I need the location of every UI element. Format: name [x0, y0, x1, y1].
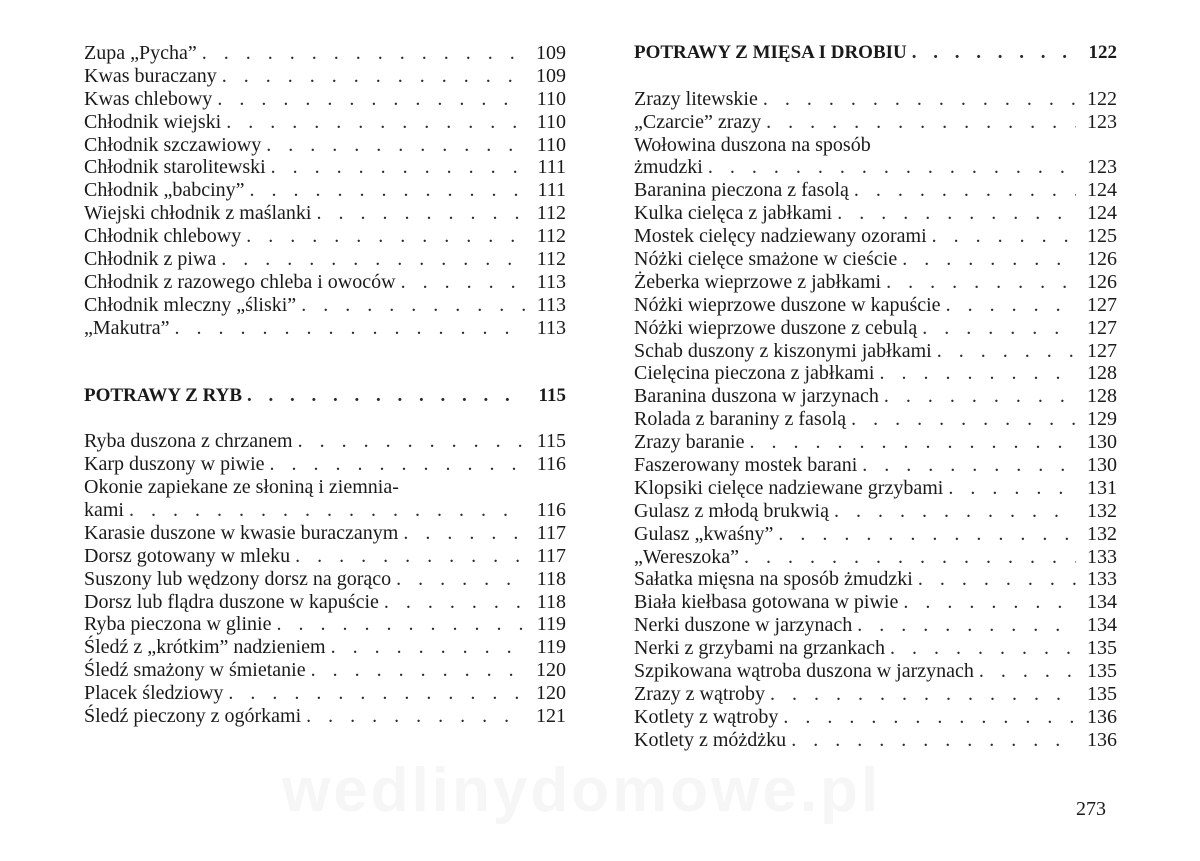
toc-entry-page: 113	[536, 293, 566, 316]
toc-entry-title: Żeberka wieprzowe z jabłkami	[634, 270, 882, 293]
toc-entry-page: 120	[536, 659, 566, 682]
toc-entry-title: Suszony lub wędzony dorsz na gorąco	[84, 567, 392, 590]
dot-leader	[276, 613, 525, 636]
toc-entry-title: Chłodnik z piwa	[84, 248, 217, 271]
toc-entry-page: 117	[536, 544, 566, 567]
toc-entry-page: 132	[1087, 522, 1117, 545]
toc-entry-page: 133	[1087, 545, 1117, 568]
toc-entry-page: 130	[1087, 454, 1117, 477]
toc-entry-page: 112	[536, 225, 566, 248]
toc-entry-title: Ryba duszona z chrzanem	[84, 430, 293, 453]
dot-leader	[766, 111, 1076, 134]
toc-entry	[84, 499, 566, 522]
dot-leader	[770, 683, 1076, 706]
dot-leader	[851, 408, 1076, 431]
toc-entry-page: 135	[1087, 660, 1117, 683]
toc-entry-title: Chłodnik wiejski	[84, 110, 222, 133]
dot-leader	[837, 202, 1076, 225]
toc-entry	[84, 88, 566, 111]
toc-entry	[634, 408, 1117, 431]
toc-entry-page: 133	[1087, 568, 1117, 591]
toc-right-column	[634, 42, 1117, 752]
dot-leader	[791, 729, 1076, 752]
toc-entry-title: Śledź smażony w śmietanie	[84, 659, 306, 682]
section-heading-title: POTRAWY Z MIĘSA I DROBIU	[634, 42, 907, 63]
toc-entry-page: 127	[1087, 339, 1117, 362]
toc-entry-title: Chłodnik „babciny”	[84, 179, 245, 202]
toc-entry	[634, 500, 1117, 523]
dot-leader	[226, 111, 525, 134]
toc-entry-title: Rolada z baraniny z fasolą	[634, 408, 847, 431]
toc-entry-title: Zrazy baranie	[634, 431, 745, 454]
toc-entry-page: 113	[536, 270, 566, 293]
toc-entry-title: Cielęcina pieczona z jabłkami	[634, 362, 875, 385]
toc-entry-line	[84, 476, 566, 499]
toc-entry	[84, 65, 566, 88]
dot-leader	[247, 385, 525, 408]
toc-entry	[84, 545, 566, 568]
dot-leader	[744, 546, 1076, 569]
toc-entry-title: „Wereszoka”	[634, 545, 739, 568]
toc-entry	[634, 202, 1117, 225]
toc-entry-title: Zupa „Pycha”	[84, 42, 197, 64]
toc-entry	[634, 454, 1117, 477]
dot-leader	[384, 591, 525, 614]
toc-entry-page: 127	[1087, 316, 1117, 339]
toc-entry	[84, 271, 566, 294]
dot-leader	[749, 431, 1076, 454]
toc-entry-title: Wołowina duszona na sposób	[634, 133, 871, 156]
toc-entry-page: 116	[536, 499, 566, 522]
section-heading-fish	[84, 385, 566, 408]
dot-leader	[396, 568, 525, 591]
dot-leader	[857, 614, 1076, 637]
dot-leader	[932, 225, 1076, 248]
dot-leader	[854, 179, 1076, 202]
dot-leader	[783, 706, 1076, 729]
toc-entry-page: 135	[1087, 682, 1117, 705]
toc-entry-title: Kotlety z wątroby	[634, 705, 779, 728]
toc-entry	[84, 659, 566, 682]
toc-entry-title: Klopsiki cielęce nadziewane grzybami	[634, 476, 944, 499]
dot-leader	[301, 294, 525, 317]
toc-entry	[634, 111, 1117, 134]
toc-entry-page: 109	[536, 64, 566, 87]
toc-entry-title: Faszerowany mostek barani	[634, 454, 858, 477]
dot-leader	[979, 660, 1076, 683]
toc-entry-page: 135	[1087, 637, 1117, 660]
toc-entry-title: Śledź pieczony z ogórkami	[84, 705, 302, 728]
toc-entry	[84, 636, 566, 659]
toc-entry-page: 112	[536, 202, 566, 225]
toc-entry-title: Chłodnik chlebowy	[84, 225, 242, 248]
toc-entry-title: Baranina pieczona z fasolą	[634, 179, 849, 202]
toc-entry-title: Kulka cielęca z jabłkami	[634, 202, 833, 225]
toc-entry	[634, 546, 1117, 569]
toc-entry-title: Schab duszony z kiszonymi jabłkami	[634, 339, 932, 362]
dot-leader	[221, 248, 525, 271]
dot-leader	[228, 682, 525, 705]
dot-leader	[918, 568, 1076, 591]
toc-entry-title: Zrazy z wątroby	[634, 682, 766, 705]
dot-leader	[295, 545, 525, 568]
toc-entry	[84, 453, 566, 476]
toc-left-column	[84, 42, 566, 728]
toc-entry	[84, 317, 566, 340]
toc-entry-page: 132	[1087, 499, 1117, 522]
dot-leader	[912, 42, 1076, 65]
toc-entry	[634, 568, 1117, 591]
toc-fish-list	[84, 430, 566, 728]
toc-entry-page: 121	[536, 705, 566, 728]
toc-entry	[84, 156, 566, 179]
toc-entry	[84, 682, 566, 705]
dot-leader	[937, 340, 1076, 363]
toc-entry-page: 126	[1087, 248, 1117, 271]
dot-leader	[316, 202, 525, 225]
dot-leader	[922, 317, 1076, 340]
toc-entry-title: Karp duszony w piwie	[84, 453, 265, 476]
toc-entry	[84, 568, 566, 591]
dot-leader	[202, 42, 525, 65]
toc-entry	[634, 88, 1117, 111]
toc-entry-page: 118	[536, 567, 566, 590]
toc-entry	[634, 156, 1117, 179]
toc-entry-page: 120	[536, 682, 566, 705]
toc-entry-title: Nerki z grzybami na grzankach	[634, 637, 885, 660]
toc-entry-page: 124	[1087, 202, 1117, 225]
toc-entry-page: 134	[1087, 614, 1117, 637]
dot-leader	[708, 156, 1076, 179]
dot-leader	[763, 88, 1076, 111]
toc-entry-title: żmudzki	[634, 156, 703, 179]
toc-entry-title: Nerki duszone w jarzynach	[634, 614, 853, 637]
toc-entry-page: 126	[1087, 270, 1117, 293]
toc-entry-title: Sałatka mięsna na sposób żmudzki	[634, 568, 913, 591]
toc-entry-page: 124	[1087, 179, 1117, 202]
toc-entry-page: 109	[536, 42, 566, 64]
dot-leader	[834, 500, 1076, 523]
dot-leader	[331, 636, 525, 659]
toc-soups-list	[84, 42, 566, 340]
toc-entry	[634, 431, 1117, 454]
toc-entry-page: 134	[1087, 591, 1117, 614]
watermark: wedlinydomowe.pl	[282, 756, 882, 825]
toc-entry	[84, 111, 566, 134]
toc-entry-title: Nóżki wieprzowe duszone w kapuście	[634, 293, 941, 316]
toc-entry-title: Mostek cielęcy nadziewany ozorami	[634, 225, 927, 248]
toc-entry-page: 113	[536, 316, 566, 339]
section-heading-meat	[634, 42, 1117, 65]
toc-entry	[634, 362, 1117, 385]
dot-leader	[903, 591, 1076, 614]
toc-entry-title: Nóżki wieprzowe duszone z cebulą	[634, 316, 918, 339]
dot-leader	[948, 477, 1076, 500]
toc-entry	[84, 613, 566, 636]
toc-entry-title: Zrazy litewskie	[634, 87, 758, 110]
toc-entry-page: 128	[1087, 385, 1117, 408]
dot-leader	[270, 453, 525, 476]
dot-leader	[271, 156, 525, 179]
toc-entry-line	[634, 134, 1117, 157]
toc-entry-title: Ryba pieczona w glinie	[84, 613, 272, 636]
toc-entry-title: Wiejski chłodnik z maślanki	[84, 202, 312, 225]
page-number: 273	[1076, 798, 1106, 820]
section-heading-title: POTRAWY Z RYB	[84, 384, 243, 406]
toc-entry-title: Chłodnik szczawiowy	[84, 133, 262, 156]
section-heading-page: 122	[1088, 42, 1117, 63]
dot-leader	[886, 271, 1076, 294]
toc-entry	[634, 385, 1117, 408]
toc-entry-title: Kotlety z móżdżku	[634, 728, 787, 751]
toc-entry	[84, 248, 566, 271]
toc-entry-title: Chłodnik z razowego chleba i owoców	[84, 270, 396, 293]
dot-leader	[401, 271, 525, 294]
toc-entry-title: Szpikowana wątroba duszona w jarzynach	[634, 660, 974, 683]
toc-entry-page: 136	[1087, 705, 1117, 728]
toc-entry-page: 131	[1087, 476, 1117, 499]
toc-entry-page: 129	[1087, 408, 1117, 431]
toc-entry-page: 119	[536, 613, 566, 636]
toc-entry	[634, 591, 1117, 614]
toc-entry-title: Kwas chlebowy	[84, 87, 213, 110]
toc-entry	[84, 225, 566, 248]
toc-entry	[84, 522, 566, 545]
toc-entry-title: Śledź z „krótkim” nadzieniem	[84, 636, 326, 659]
toc-entry-page: 110	[536, 87, 566, 110]
toc-entry-page: 112	[536, 248, 566, 271]
dot-leader	[311, 659, 525, 682]
toc-entry-page: 127	[1087, 293, 1117, 316]
toc-entry-page: 123	[1087, 156, 1117, 179]
toc-entry-page: 130	[1087, 431, 1117, 454]
toc-entry-title: Baranina duszona w jarzynach	[634, 385, 879, 408]
toc-entry-page: 136	[1087, 728, 1117, 751]
toc-entry	[84, 42, 566, 65]
toc-entry-title: Chłodnik mleczny „śliski”	[84, 293, 297, 316]
toc-entry-page: 117	[536, 521, 566, 544]
toc-entry	[634, 706, 1117, 729]
toc-entry-page: 123	[1087, 110, 1117, 133]
toc-entry	[634, 683, 1117, 706]
toc-entry-title: Gulasz „kwaśny”	[634, 522, 774, 545]
toc-entry-title: Okonie zapiekane ze słoniną i ziemnia-	[84, 476, 399, 499]
dot-leader	[217, 88, 525, 111]
toc-entry-page: 122	[1087, 87, 1117, 110]
dot-leader	[175, 317, 525, 340]
toc-entry-page: 111	[537, 156, 566, 179]
toc-entry-title: Dorsz lub flądra duszone w kapuście	[84, 590, 379, 613]
toc-entry-title: Karasie duszone w kwasie buraczanym	[84, 521, 399, 544]
toc-entry-title: Nóżki cielęce smażone w cieście	[634, 248, 898, 271]
toc-entry	[84, 179, 566, 202]
toc-entry	[634, 637, 1117, 660]
toc-entry-title: Dorsz gotowany w mleku	[84, 544, 291, 567]
toc-meat-list	[634, 88, 1117, 752]
toc-entry-title: Gulasz z młodą brukwią	[634, 499, 829, 522]
dot-leader	[403, 522, 525, 545]
toc-entry-page: 125	[1087, 225, 1117, 248]
toc-entry-page: 110	[536, 110, 566, 133]
toc-entry	[634, 340, 1117, 363]
toc-entry-title: Chłodnik starolitewski	[84, 156, 266, 179]
toc-entry-page: 115	[536, 430, 566, 453]
toc-entry-title: Kwas buraczany	[84, 64, 217, 87]
toc-entry-page: 111	[537, 179, 566, 202]
dot-leader	[246, 225, 525, 248]
toc-entry	[634, 294, 1117, 317]
toc-entry-title: Biała kiełbasa gotowana w piwie	[634, 591, 899, 614]
dot-leader	[902, 248, 1076, 271]
toc-entry-title: kami	[84, 499, 124, 522]
dot-leader	[884, 385, 1076, 408]
toc-entry-page: 110	[536, 133, 566, 156]
dot-leader	[222, 65, 525, 88]
section-heading-page: 115	[538, 384, 566, 406]
dot-leader	[250, 179, 525, 202]
toc-entry	[84, 134, 566, 157]
toc-entry	[634, 317, 1117, 340]
dot-leader	[778, 523, 1076, 546]
toc-entry	[84, 591, 566, 614]
toc-entry-title: „Czarcie” zrazy	[634, 110, 762, 133]
dot-leader	[306, 705, 525, 728]
dot-leader	[946, 294, 1076, 317]
toc-entry	[634, 729, 1117, 752]
toc-entry	[84, 705, 566, 728]
toc-entry-page: 119	[536, 636, 566, 659]
toc-entry	[634, 271, 1117, 294]
toc-entry-page: 118	[536, 590, 566, 613]
toc-entry-title: Placek śledziowy	[84, 682, 224, 705]
toc-entry	[634, 614, 1117, 637]
dot-leader	[298, 430, 525, 453]
toc-entry	[84, 202, 566, 225]
toc-entry-page: 128	[1087, 362, 1117, 385]
toc-entry	[634, 225, 1117, 248]
dot-leader	[890, 637, 1076, 660]
dot-leader	[266, 134, 525, 157]
dot-leader	[129, 499, 525, 522]
toc-entry-page: 116	[536, 453, 566, 476]
toc-entry-title: „Makutra”	[84, 316, 170, 339]
toc-entry	[634, 660, 1117, 683]
toc-entry	[84, 430, 566, 453]
toc-entry	[84, 294, 566, 317]
toc-entry	[634, 477, 1117, 500]
dot-leader	[879, 362, 1076, 385]
toc-entry	[634, 248, 1117, 271]
toc-entry	[634, 179, 1117, 202]
toc-entry	[634, 523, 1117, 546]
dot-leader	[862, 454, 1076, 477]
